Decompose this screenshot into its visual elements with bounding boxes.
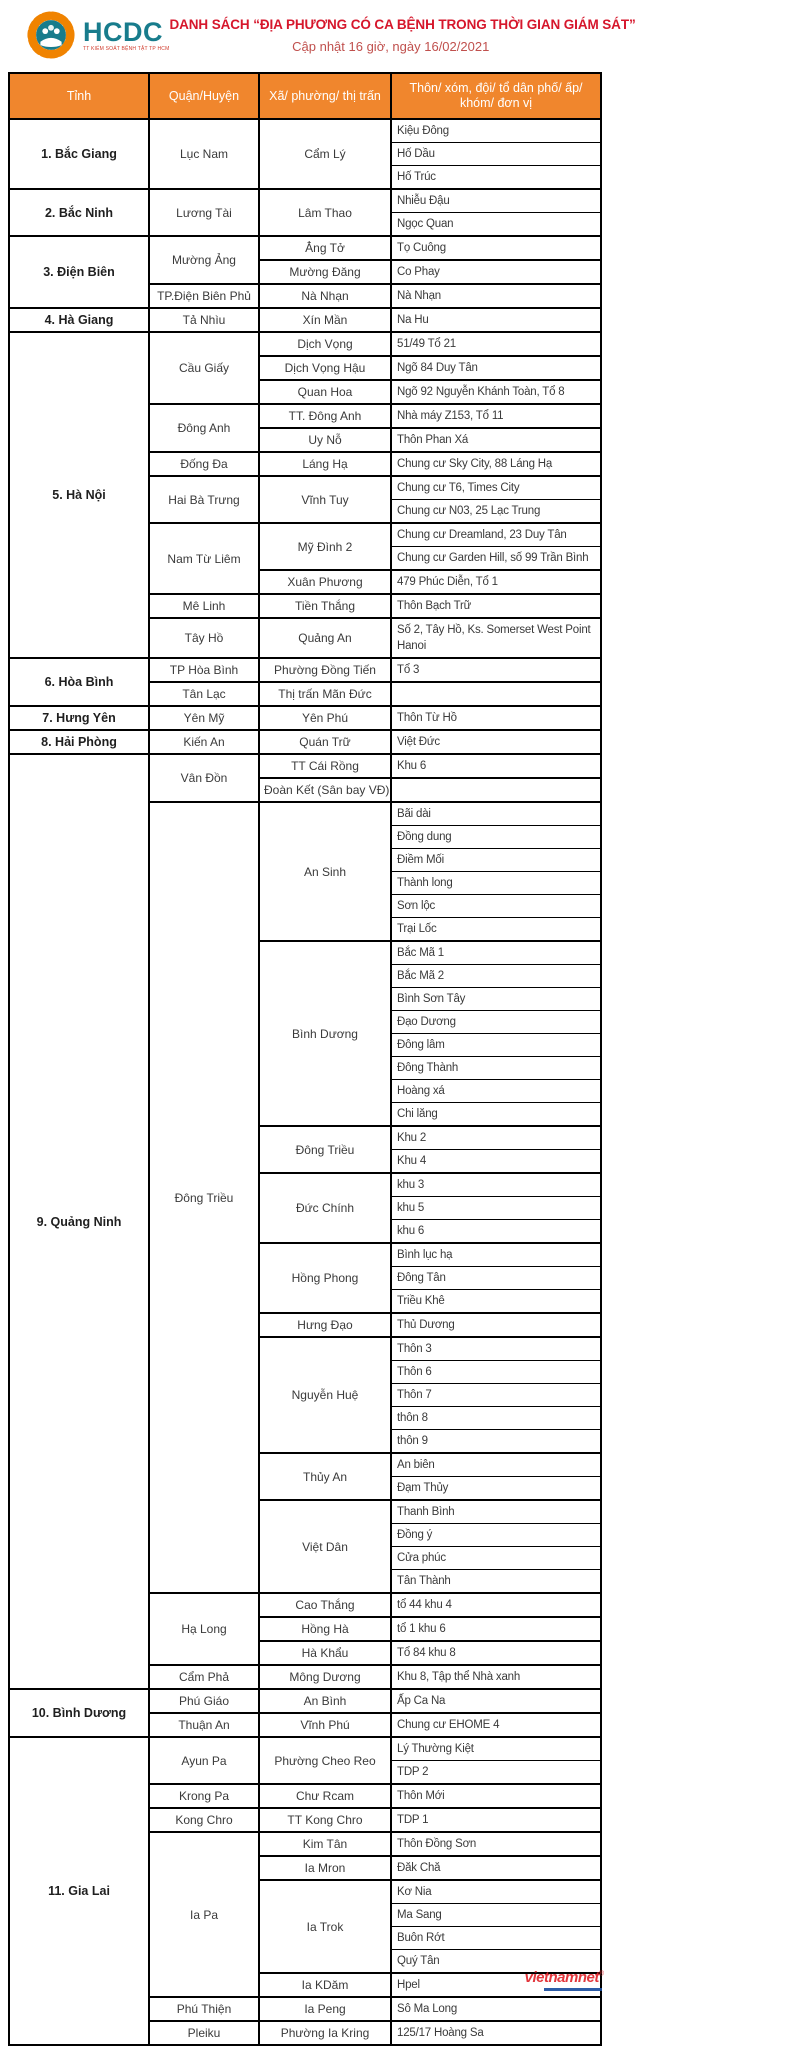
village-cell: Chung cư N03, 25 Lạc Trung bbox=[391, 500, 601, 524]
village-cell: Thôn Từ Hồ bbox=[391, 706, 601, 730]
village-cell: Đăk Chă bbox=[391, 1856, 601, 1880]
district-cell: Đông Anh bbox=[149, 404, 259, 452]
district-cell: Nam Từ Liêm bbox=[149, 523, 259, 594]
commune-cell: Đông Triều bbox=[259, 1126, 391, 1173]
village-cell: Lý Thường Kiệt bbox=[391, 1737, 601, 1761]
locality-table bbox=[8, 72, 602, 2046]
village-cell bbox=[391, 682, 601, 706]
hcdc-logo bbox=[26, 10, 169, 60]
commune-cell: Phường Ia Kring bbox=[259, 2021, 391, 2045]
commune-cell: Tiền Thắng bbox=[259, 594, 391, 618]
village-cell: Chung cư EHOME 4 bbox=[391, 1713, 601, 1737]
column-header-3: Thôn/ xóm, đội/ tổ dân phố/ ấp/ khóm/ đơn vị bbox=[391, 73, 601, 119]
village-cell: Hpel bbox=[391, 1973, 601, 1997]
village-cell: Chung cư Sky City, 88 Láng Hạ bbox=[391, 452, 601, 476]
village-cell: Triều Khê bbox=[391, 1290, 601, 1314]
village-cell: Khu 4 bbox=[391, 1150, 601, 1174]
village-cell: Hố Trúc bbox=[391, 166, 601, 190]
village-cell: Trại Lốc bbox=[391, 918, 601, 942]
village-cell: Đông Thành bbox=[391, 1057, 601, 1080]
table-row bbox=[9, 754, 601, 778]
village-cell: Khu 8, Tập thể Nhà xanh bbox=[391, 1665, 601, 1689]
province-cell: 7. Hưng Yên bbox=[9, 706, 149, 730]
village-cell: 125/17 Hoàng Sa bbox=[391, 2021, 601, 2045]
village-cell: Thôn Mới bbox=[391, 1784, 601, 1808]
district-cell: Krong Pa bbox=[149, 1784, 259, 1808]
district-cell: Pleiku bbox=[149, 2021, 259, 2045]
district-cell: Kong Chro bbox=[149, 1808, 259, 1832]
village-cell: Thôn 6 bbox=[391, 1361, 601, 1384]
province-cell: 1. Bắc Giang bbox=[9, 119, 149, 189]
commune-cell: Cẩm Lý bbox=[259, 119, 391, 189]
village-cell: Cửa phúc bbox=[391, 1547, 601, 1570]
hcdc-tagline: TT KIỂM SOÁT BỆNH TẬT TP HCM bbox=[83, 45, 170, 52]
hcdc-logo-text bbox=[83, 16, 170, 52]
column-header-2: Xã/ phường/ thị trấn bbox=[259, 73, 391, 119]
commune-cell: TT Cái Rồng bbox=[259, 754, 391, 778]
district-cell: Cẩm Phả bbox=[149, 1665, 259, 1689]
commune-cell: Bình Dương bbox=[259, 941, 391, 1126]
village-cell: Kơ Nia bbox=[391, 1880, 601, 1904]
commune-cell: Thủy An bbox=[259, 1453, 391, 1500]
district-cell: Phú Giáo bbox=[149, 1689, 259, 1713]
village-cell: Tọ Cuông bbox=[391, 236, 601, 260]
district-cell: Thuận An bbox=[149, 1713, 259, 1737]
village-cell: Thôn Bạch Trữ bbox=[391, 594, 601, 618]
village-cell: 51/49 Tổ 21 bbox=[391, 332, 601, 356]
village-cell: tổ 1 khu 6 bbox=[391, 1617, 601, 1641]
village-cell: Đạm Thủy bbox=[391, 1477, 601, 1501]
village-cell: Thôn 3 bbox=[391, 1337, 601, 1361]
village-cell: Na Hu bbox=[391, 308, 601, 332]
village-cell: Đông Tân bbox=[391, 1267, 601, 1290]
commune-cell: TT. Đông Anh bbox=[259, 404, 391, 428]
village-cell: Thôn Đồng Sơn bbox=[391, 1832, 601, 1856]
district-cell: Kiến An bbox=[149, 730, 259, 754]
village-cell: Bắc Mã 2 bbox=[391, 965, 601, 988]
commune-cell: TT Kong Chro bbox=[259, 1808, 391, 1832]
village-cell: khu 6 bbox=[391, 1220, 601, 1244]
vietnamnet-logo-bar bbox=[544, 1988, 602, 1991]
village-cell: Khu 6 bbox=[391, 754, 601, 778]
district-cell: Đông Triều bbox=[149, 802, 259, 1593]
district-cell: Tây Hồ bbox=[149, 618, 259, 658]
commune-cell: An Sinh bbox=[259, 802, 391, 941]
village-cell: Ngọc Quan bbox=[391, 213, 601, 237]
table-row bbox=[9, 189, 601, 213]
table-row bbox=[9, 236, 601, 260]
district-cell: Ia Pa bbox=[149, 1832, 259, 1997]
locality-table-wrap bbox=[8, 72, 600, 2046]
commune-cell: Yên Phú bbox=[259, 706, 391, 730]
commune-cell: Mông Dương bbox=[259, 1665, 391, 1689]
village-cell: Buôn Rớt bbox=[391, 1927, 601, 1950]
commune-cell: Phường Đồng Tiến bbox=[259, 658, 391, 682]
village-cell: Sô Ma Long bbox=[391, 1997, 601, 2021]
village-cell: Bình lục hạ bbox=[391, 1243, 601, 1267]
hcdc-emblem-icon bbox=[26, 10, 76, 60]
village-cell: thôn 8 bbox=[391, 1407, 601, 1430]
village-cell: Việt Đức bbox=[391, 730, 601, 754]
village-cell: Đông lâm bbox=[391, 1034, 601, 1057]
page-header bbox=[0, 0, 636, 60]
village-cell: Số 2, Tây Hồ, Ks. Somerset West Point Hanoi bbox=[391, 618, 601, 658]
commune-cell: Cao Thắng bbox=[259, 1593, 391, 1617]
district-cell: Yên Mỹ bbox=[149, 706, 259, 730]
table-row bbox=[9, 706, 601, 730]
village-cell: Thôn Phan Xá bbox=[391, 428, 601, 452]
header-row bbox=[9, 73, 601, 119]
district-cell: Phú Thiện bbox=[149, 1997, 259, 2021]
update-timestamp: Cập nhật 16 giờ, ngày 16/02/2021 bbox=[292, 39, 490, 54]
village-cell: TDP 1 bbox=[391, 1808, 601, 1832]
vietnamnet-logo-text: vietnamnet bbox=[524, 1969, 599, 1986]
village-cell: khu 3 bbox=[391, 1173, 601, 1197]
village-cell: Quý Tân bbox=[391, 1950, 601, 1974]
village-cell: Đồng dung bbox=[391, 826, 601, 849]
commune-cell: Phường Cheo Reo bbox=[259, 1737, 391, 1784]
commune-cell: Thị trấn Mãn Đức bbox=[259, 682, 391, 706]
village-cell: Chung cư T6, Times City bbox=[391, 476, 601, 500]
village-cell: Khu 2 bbox=[391, 1126, 601, 1150]
village-cell: Đồng ý bbox=[391, 1524, 601, 1547]
vietnamnet-watermark bbox=[514, 1970, 604, 1991]
commune-cell: Dịch Vọng bbox=[259, 332, 391, 356]
village-cell: Kiệu Đông bbox=[391, 119, 601, 143]
district-cell: Lục Nam bbox=[149, 119, 259, 189]
village-cell: An biên bbox=[391, 1453, 601, 1477]
village-cell: Ấp Ca Na bbox=[391, 1689, 601, 1713]
table-row bbox=[9, 658, 601, 682]
village-cell: Sơn lộc bbox=[391, 895, 601, 918]
table-row bbox=[9, 1737, 601, 1761]
registered-mark: ® bbox=[598, 1970, 604, 1978]
commune-cell: An Bình bbox=[259, 1689, 391, 1713]
village-cell: Bình Sơn Tây bbox=[391, 988, 601, 1011]
village-cell: Hố Dầu bbox=[391, 143, 601, 166]
village-cell: Thủ Dương bbox=[391, 1313, 601, 1337]
commune-cell: Ia Mron bbox=[259, 1856, 391, 1880]
village-cell: Nà Nhạn bbox=[391, 284, 601, 308]
commune-cell: Quan Hoa bbox=[259, 380, 391, 404]
column-header-0: Tỉnh bbox=[9, 73, 149, 119]
district-cell: Tả Nhìu bbox=[149, 308, 259, 332]
commune-cell: Kim Tân bbox=[259, 1832, 391, 1856]
village-cell: Tổ 3 bbox=[391, 658, 601, 682]
village-cell: thôn 9 bbox=[391, 1430, 601, 1454]
village-cell: Điềm Mối bbox=[391, 849, 601, 872]
village-cell: TDP 2 bbox=[391, 1761, 601, 1785]
district-cell: TP Hòa Bình bbox=[149, 658, 259, 682]
commune-cell: Việt Dân bbox=[259, 1500, 391, 1593]
commune-cell: Hưng Đạo bbox=[259, 1313, 391, 1337]
district-cell: Mường Ảng bbox=[149, 236, 259, 284]
commune-cell: Chư Rcam bbox=[259, 1784, 391, 1808]
table-body bbox=[9, 119, 601, 2045]
village-cell bbox=[391, 778, 601, 802]
village-cell: khu 5 bbox=[391, 1197, 601, 1220]
commune-cell: Vĩnh Tuy bbox=[259, 476, 391, 523]
village-cell: Bắc Mã 1 bbox=[391, 941, 601, 965]
district-cell: Đống Đa bbox=[149, 452, 259, 476]
commune-cell: Nà Nhạn bbox=[259, 284, 391, 308]
commune-cell: Mỹ Đình 2 bbox=[259, 523, 391, 570]
village-cell: Ma Sang bbox=[391, 1904, 601, 1927]
province-cell: 11. Gia Lai bbox=[9, 1737, 149, 2045]
commune-cell: Uy Nỗ bbox=[259, 428, 391, 452]
district-cell: Vân Đồn bbox=[149, 754, 259, 802]
commune-cell: Ẳng Tở bbox=[259, 236, 391, 260]
village-cell: Ngõ 92 Nguyễn Khánh Toàn, Tổ 8 bbox=[391, 380, 601, 404]
village-cell: Chi lăng bbox=[391, 1103, 601, 1127]
province-cell: 5. Hà Nội bbox=[9, 332, 149, 658]
district-cell: Hạ Long bbox=[149, 1593, 259, 1665]
province-cell: 10. Bình Dương bbox=[9, 1689, 149, 1737]
province-cell: 9. Quảng Ninh bbox=[9, 754, 149, 1689]
village-cell: Ngõ 84 Duy Tân bbox=[391, 356, 601, 380]
village-cell: Co Phay bbox=[391, 260, 601, 284]
village-cell: Tân Thành bbox=[391, 1570, 601, 1594]
commune-cell: Dịch Vọng Hậu bbox=[259, 356, 391, 380]
commune-cell: Hồng Phong bbox=[259, 1243, 391, 1313]
village-cell: Thành long bbox=[391, 872, 601, 895]
district-cell: Cầu Giấy bbox=[149, 332, 259, 404]
commune-cell: Hồng Hà bbox=[259, 1617, 391, 1641]
village-cell: tổ 44 khu 4 bbox=[391, 1593, 601, 1617]
district-cell: Hai Bà Trưng bbox=[149, 476, 259, 523]
district-cell: Ayun Pa bbox=[149, 1737, 259, 1784]
hcdc-acronym: HCDC bbox=[83, 16, 163, 47]
village-cell: Nhà máy Z153, Tổ 11 bbox=[391, 404, 601, 428]
table-header bbox=[9, 73, 601, 119]
commune-cell: Xín Mần bbox=[259, 308, 391, 332]
table-row bbox=[9, 730, 601, 754]
province-cell: 3. Điện Biên bbox=[9, 236, 149, 308]
table-row bbox=[9, 308, 601, 332]
title-block bbox=[169, 10, 636, 54]
village-cell: Đạo Dương bbox=[391, 1011, 601, 1034]
commune-cell: Ia KDăm bbox=[259, 1973, 391, 1997]
table-row bbox=[9, 332, 601, 356]
district-cell: Mê Linh bbox=[149, 594, 259, 618]
commune-cell: Hà Khẩu bbox=[259, 1641, 391, 1665]
village-cell: Hoàng xá bbox=[391, 1080, 601, 1103]
district-cell: Tân Lạc bbox=[149, 682, 259, 706]
village-cell: Chung cư Garden Hill, số 99 Trần Bình bbox=[391, 547, 601, 571]
province-cell: 4. Hà Giang bbox=[9, 308, 149, 332]
commune-cell: Ia Trok bbox=[259, 1880, 391, 1973]
commune-cell: Láng Hạ bbox=[259, 452, 391, 476]
village-cell: Tổ 84 khu 8 bbox=[391, 1641, 601, 1665]
province-cell: 2. Bắc Ninh bbox=[9, 189, 149, 236]
village-cell: Thanh Bình bbox=[391, 1500, 601, 1524]
commune-cell: Xuân Phương bbox=[259, 570, 391, 594]
column-header-1: Quận/Huyện bbox=[149, 73, 259, 119]
commune-cell: Lâm Thao bbox=[259, 189, 391, 236]
commune-cell: Đức Chính bbox=[259, 1173, 391, 1243]
district-cell: TP.Điện Biên Phủ bbox=[149, 284, 259, 308]
commune-cell: Quảng An bbox=[259, 618, 391, 658]
district-cell: Lương Tài bbox=[149, 189, 259, 236]
commune-cell: Quán Trữ bbox=[259, 730, 391, 754]
commune-cell: Mường Đăng bbox=[259, 260, 391, 284]
commune-cell: Vĩnh Phú bbox=[259, 1713, 391, 1737]
commune-cell: Đoàn Kết (Sân bay VĐ) bbox=[259, 778, 391, 802]
province-cell: 6. Hòa Bình bbox=[9, 658, 149, 706]
commune-cell: Nguyễn Huệ bbox=[259, 1337, 391, 1453]
page-title: DANH SÁCH “ĐỊA PHƯƠNG CÓ CA BỆNH TRONG THỜI GIAN GIÁM SÁT” bbox=[169, 17, 636, 32]
village-cell: Chung cư Dreamland, 23 Duy Tân bbox=[391, 523, 601, 547]
table-row bbox=[9, 119, 601, 143]
village-cell: Thôn 7 bbox=[391, 1384, 601, 1407]
province-cell: 8. Hải Phòng bbox=[9, 730, 149, 754]
village-cell: Bãi dài bbox=[391, 802, 601, 826]
village-cell: 479 Phúc Diễn, Tổ 1 bbox=[391, 570, 601, 594]
village-cell: Nhiễu Đậu bbox=[391, 189, 601, 213]
table-row bbox=[9, 1689, 601, 1713]
commune-cell: Ia Peng bbox=[259, 1997, 391, 2021]
